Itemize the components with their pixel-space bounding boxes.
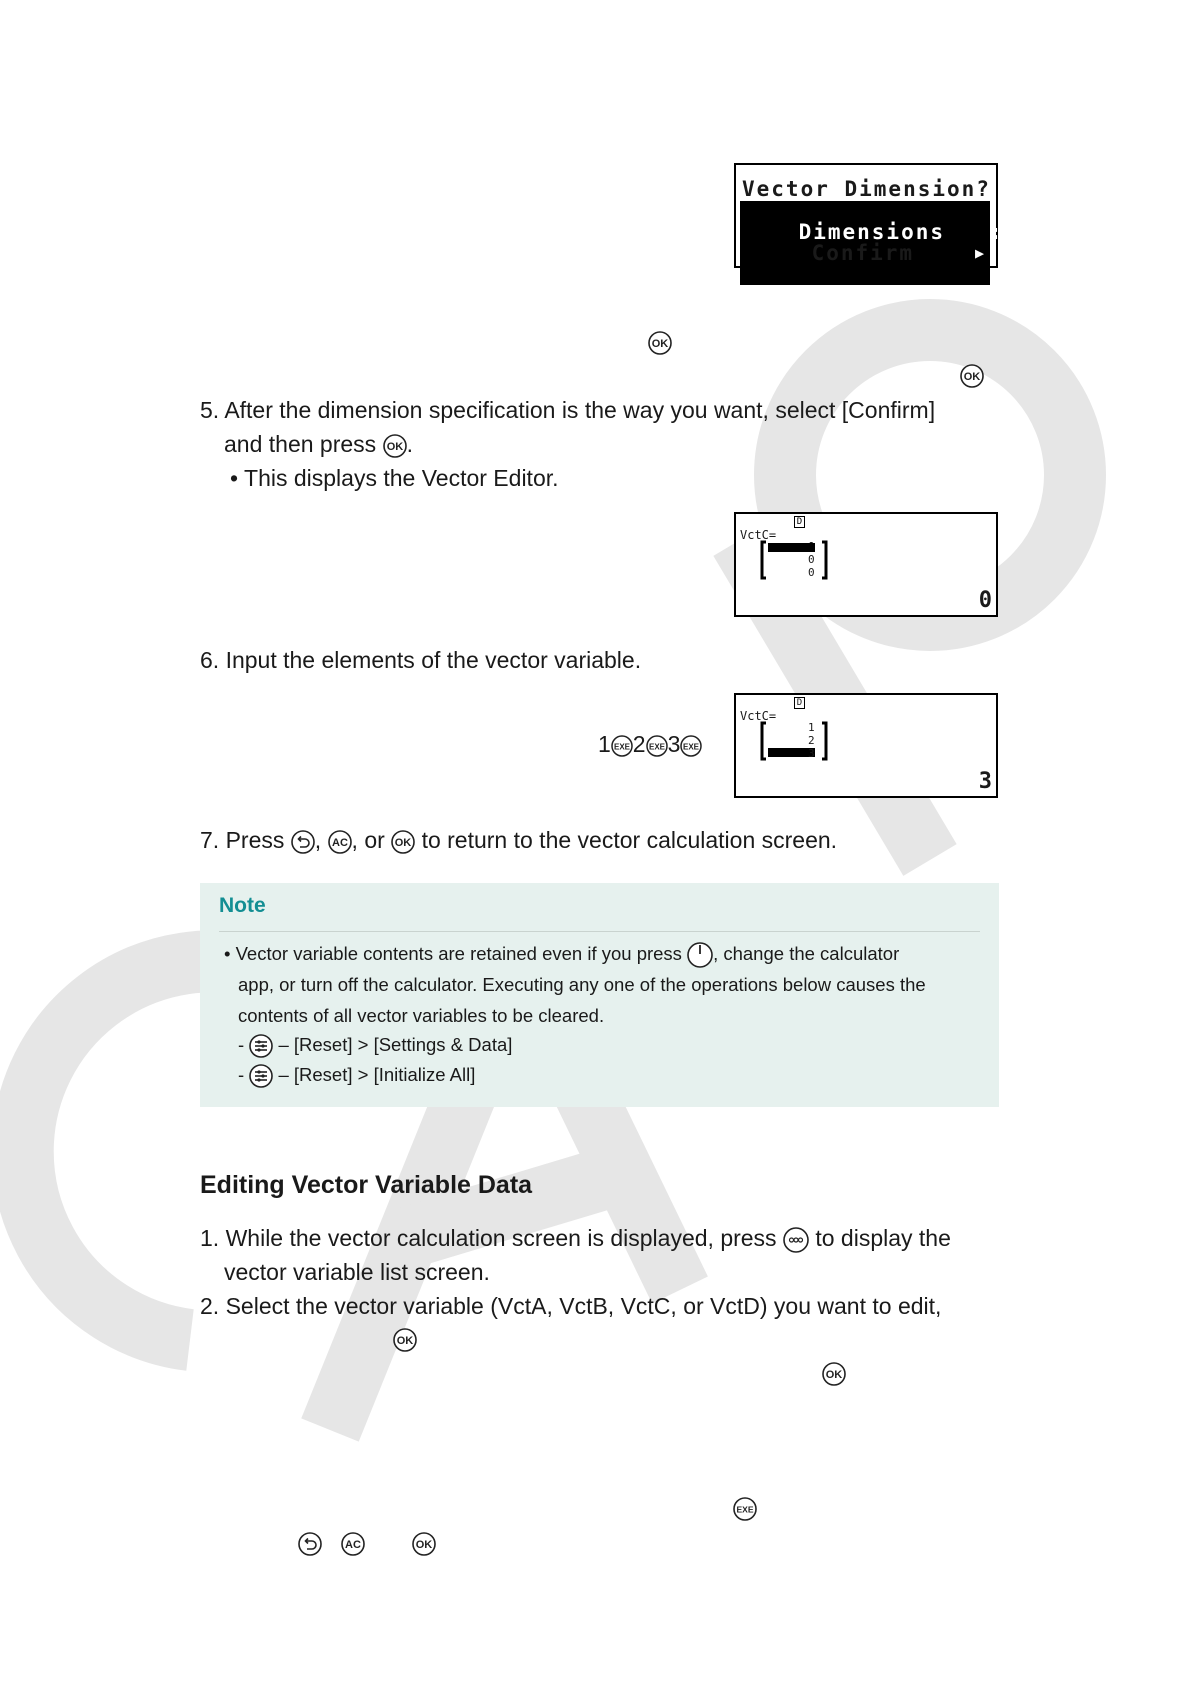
step5-line2 [224, 428, 413, 460]
section-heading: Editing Vector Variable Data [200, 1171, 533, 1199]
ok-key-icon [960, 364, 984, 388]
section-step1-post: to display the [815, 1225, 951, 1251]
note-line1-pre: • Vector variable contents are retained even if you press [224, 943, 682, 964]
step6-line [200, 644, 641, 676]
ok-key-icon [822, 1362, 846, 1386]
right-arrow-icon: ▶ [974, 244, 986, 262]
menu-key-icon [249, 1064, 273, 1088]
bullet-dot-icon [799, 248, 811, 260]
note-line1-post: , change the calculator [713, 943, 900, 964]
step7-press: Press [225, 827, 285, 853]
note-item1-text: – [Reset] > [Settings & Data] [278, 1034, 513, 1055]
ac-key-icon [341, 1532, 365, 1556]
svg-text:EXE: EXE [736, 1504, 754, 1515]
section-step1-line1 [200, 1222, 951, 1254]
ok-key-icon [648, 331, 672, 355]
section-step2-text: Select the vector variable (VctA, VctB, VctC, or VctD) you want to edit, [225, 1293, 942, 1319]
vctc-label: VctC= [740, 528, 777, 542]
ok-key-icon [383, 434, 407, 458]
digit-key: 3 [667, 731, 681, 757]
deg-indicator-icon: D [794, 697, 805, 709]
vector-bracket [760, 540, 830, 580]
menu-key-icon [249, 1034, 273, 1058]
comma: , [314, 827, 322, 853]
key-sequence [598, 728, 702, 760]
note-line-1 [224, 941, 899, 968]
vector-element: 2 [808, 734, 815, 747]
power-key-icon [687, 942, 713, 968]
ok-key-icon [412, 1532, 436, 1556]
back-key-icon [298, 1532, 322, 1556]
step5-text: After the dimension specification is the way you want, select [Confirm] [224, 397, 936, 423]
step-number: 6. [200, 647, 220, 673]
step-number: 5. [200, 397, 220, 423]
or-text: , or [351, 827, 385, 853]
dash: - [238, 1034, 245, 1055]
note-line-2: app, or turn off the calculator. Executing any one of the operations below causes the [238, 974, 926, 995]
svg-text:OK: OK [963, 371, 981, 383]
lcd-screen-vector-filled [734, 693, 998, 798]
dimensions-text: Dimensions :2 [798, 220, 1019, 244]
svg-text:OK: OK [386, 440, 403, 453]
vector-bracket [760, 721, 830, 761]
note-item-1 [238, 1032, 512, 1058]
note-title: Note [219, 894, 266, 917]
section-step1-pre: While the vector calculation screen is displayed, press [225, 1225, 777, 1251]
step5-bullet: • This displays the Vector Editor. [230, 465, 559, 491]
exe-key-icon [611, 735, 633, 757]
section-step1-line2: vector variable list screen. [224, 1259, 490, 1285]
svg-text:AC: AC [345, 1539, 361, 1551]
step-number: 7. [200, 827, 220, 853]
step7-line [200, 824, 837, 856]
lcd-screen-vector-editor [734, 512, 998, 617]
svg-text:EXE: EXE [613, 742, 630, 752]
ok-key-icon [391, 830, 415, 854]
vector-element: 3 [808, 747, 815, 760]
result-value: 3 [978, 769, 992, 794]
svg-text:OK: OK [651, 338, 669, 350]
dash: - [238, 1064, 245, 1085]
svg-text:AC: AC [331, 836, 348, 849]
vector-element: 1 [808, 721, 815, 734]
section-step2-line1 [200, 1290, 941, 1322]
ok-key-icon [393, 1328, 417, 1352]
exe-key-icon [646, 735, 668, 757]
lcd-screen-dimension [734, 163, 1019, 268]
screen-confirm-line [740, 222, 914, 285]
note-box [200, 883, 999, 1107]
digit-key: 2 [632, 731, 646, 757]
vector-element: 0 [808, 553, 815, 566]
note-item-2 [238, 1062, 475, 1088]
result-value: 0 [978, 588, 992, 613]
step7-text: to return to the vector calculation screen. [421, 827, 838, 853]
note-line-3: contents of all vector variables to be cleared. [238, 1005, 605, 1026]
step-number: 2. [200, 1293, 220, 1319]
note-divider [219, 931, 980, 932]
catalog-key-icon [783, 1227, 809, 1253]
period: . [406, 431, 413, 457]
digit-key: 1 [598, 731, 611, 757]
back-key-icon [291, 830, 315, 854]
svg-text:EXE: EXE [683, 742, 700, 752]
svg-text:OK: OK [825, 1369, 843, 1381]
ac-key-icon [328, 830, 352, 854]
exe-key-icon [680, 735, 702, 757]
confirm-text: Confirm [811, 241, 915, 265]
screen-title-line: Vector Dimension? [742, 177, 991, 201]
svg-text:OK: OK [394, 836, 412, 849]
step6-text: Input the elements of the vector variable. [225, 647, 642, 673]
svg-text:EXE: EXE [648, 742, 665, 752]
note-item2-text: – [Reset] > [Initialize All] [278, 1064, 476, 1085]
exe-key-icon [733, 1497, 757, 1521]
deg-indicator-icon: D [794, 516, 805, 528]
vector-element: 0 [808, 566, 815, 579]
vctc-label: VctC= [740, 709, 777, 723]
vector-element: 0 [808, 540, 815, 553]
step5-line1 [200, 394, 935, 426]
step5-press-text: and then press [224, 431, 377, 457]
svg-text:OK: OK [415, 1539, 433, 1551]
step-number: 1. [200, 1225, 220, 1251]
svg-text:OK: OK [396, 1335, 414, 1347]
